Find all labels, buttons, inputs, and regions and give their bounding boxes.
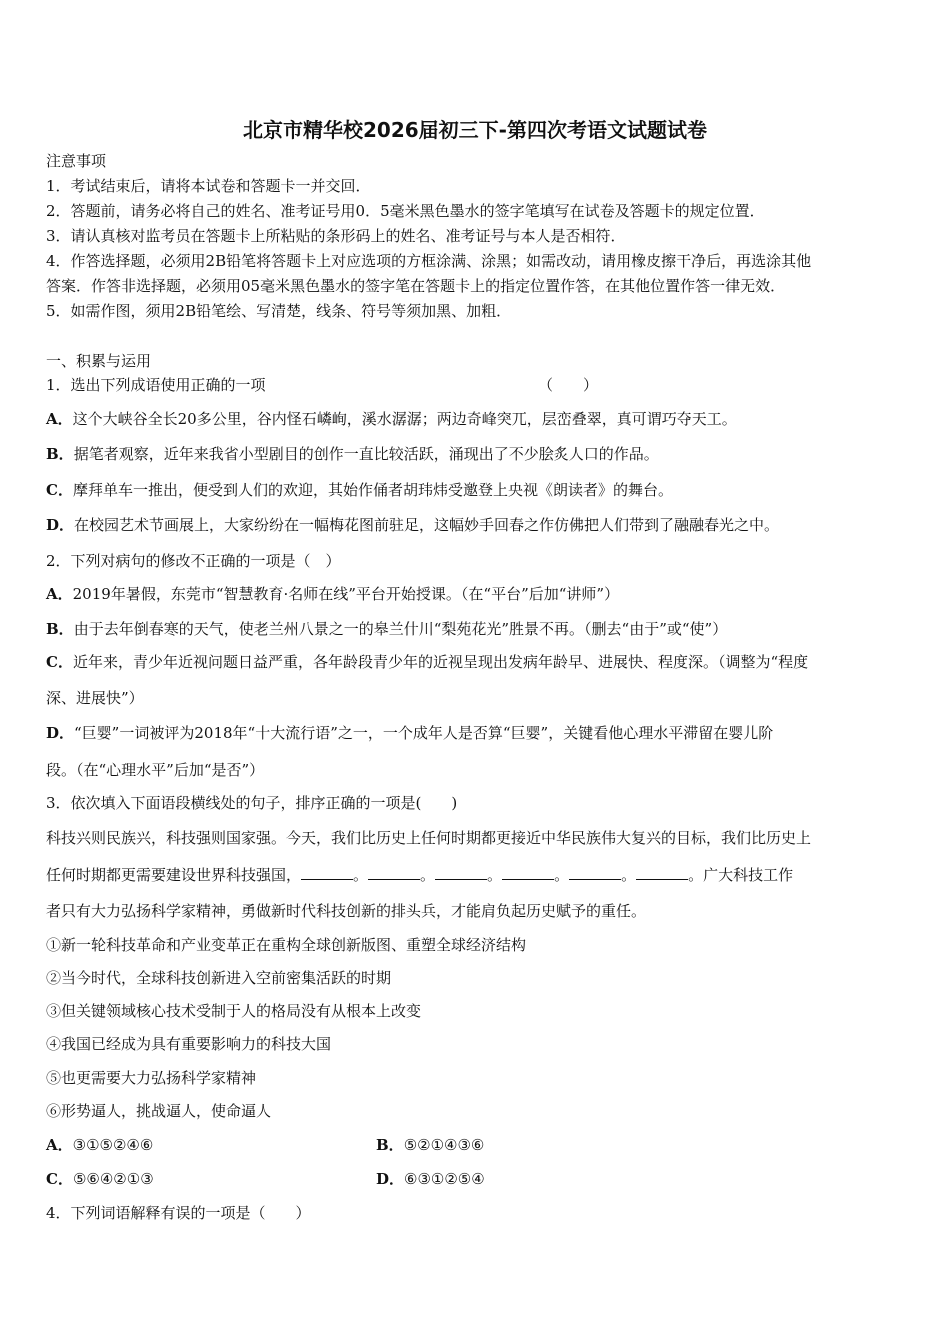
passage-line: 科技兴则民族兴，科技强则国家强。今天，我们比历史上任何时期都更接近中华民族伟大复兴的目标，我们比历史上 — [46, 829, 812, 847]
option-c — [46, 1169, 154, 1189]
option-d — [46, 515, 779, 535]
notice-item: 2．答题前，请务必将自己的姓名、准考证号用0．5毫米黑色墨水的签字笔填写在试卷及答题卡的规定位置． — [46, 202, 765, 220]
sentence-item: ⑤也更需要大力弘扬科学家精神 — [46, 1069, 257, 1087]
fill-blank — [301, 865, 353, 880]
option-text: “巨婴”一词被评为2018年“十大流行语”之一，一个成年人是否算“巨婴”，关键看他心理水平滞留在婴儿阶 — [74, 724, 774, 742]
notice-item: 1．考试结束后，请将本试卷和答题卡一并交回． — [46, 177, 371, 195]
option-label: D． — [376, 1170, 405, 1188]
option-text: 近年来，青少年近视问题日益严重，各年龄段青少年的近视呈现出发病年龄早、进展快、程度深。（调整为“程度 — [72, 653, 809, 671]
option-label: D． — [46, 724, 75, 742]
separator: 。 — [487, 866, 503, 884]
option-label: A． — [46, 585, 73, 603]
option-text: 这个大峡谷全长20多公里，谷内怪石嶙峋，溪水潺潺；两边奇峰突兀，层峦叠翠，真可谓巧夺天工。 — [72, 410, 737, 428]
passage-text: 任何时期都更需要建设世界科技强国， — [46, 866, 302, 884]
option-b — [46, 619, 727, 639]
sentence-item: ③但关键领域核心技术受制于人的格局没有从根本上改变 — [46, 1002, 422, 1020]
fill-blank — [569, 865, 621, 880]
option-text: 在校园艺术节画展上，大家纷纷在一幅梅花图前驻足，这幅妙手回春之作仿佛把人们带到了融融春光之中。 — [74, 516, 780, 534]
option-b — [376, 1135, 484, 1155]
option-d — [376, 1169, 485, 1189]
option-text: ⑤②①④③⑥ — [403, 1136, 485, 1154]
notice-item: 4．作答选择题，必须用2B铅笔将答题卡上对应选项的方框涂满、涂黑；如需改动，请用橡皮擦干净后，再选涂其他 — [46, 252, 812, 270]
passage-text: 广大科技工作 — [703, 866, 794, 884]
fill-blank — [636, 865, 688, 880]
section-heading: 一、积累与运用 — [46, 352, 152, 370]
option-a — [46, 584, 619, 604]
notice-heading: 注意事项 — [46, 152, 107, 170]
option-d-continued: 段。（在“心理水平”后加“是否”） — [46, 761, 265, 779]
notice-item: 3．请认真核对监考员在答题卡上所粘贴的条形码上的姓名、准考证号与本人是否相符． — [46, 227, 626, 245]
option-label: C． — [46, 653, 73, 671]
option-a — [46, 409, 737, 429]
sentence-item: ②当今时代，全球科技创新进入空前密集活跃的时期 — [46, 969, 392, 987]
separator: 。 — [554, 866, 570, 884]
sentence-item: ④我国已经成为具有重要影响力的科技大国 — [46, 1035, 332, 1053]
fill-blank — [502, 865, 554, 880]
option-label: C． — [46, 1170, 73, 1188]
option-b — [46, 444, 659, 464]
separator: 。 — [621, 866, 637, 884]
question-stem: 3．依次填入下面语段横线处的句子，排序正确的一项是( ) — [46, 794, 458, 812]
option-text: ⑤⑥④②①③ — [72, 1170, 154, 1188]
option-text: 2019年暑假，东莞市“智慧教育·名师在线”平台开始授课。（在“平台”后加“讲师”） — [72, 585, 620, 603]
page-title: 北京市精华校2026届初三下-第四次考语文试题试卷 — [243, 118, 707, 142]
option-text: 由于去年倒春寒的天气，使老兰州八景之一的皋兰什川“梨苑花光”胜景不再。（删去“由于”或“使”） — [73, 620, 728, 638]
option-label: A． — [46, 410, 73, 428]
question-stem — [46, 375, 599, 395]
separator: 。 — [688, 866, 704, 884]
option-c — [46, 480, 673, 500]
notice-item: 答案．作答非选择题，必须用05毫米黑色墨水的签字笔在答题卡上的指定位置作答，在其他位置作答一律无效． — [46, 277, 786, 295]
option-d — [46, 723, 773, 743]
option-label: A． — [46, 1136, 73, 1154]
option-text: ⑥③①②⑤④ — [404, 1170, 485, 1188]
separator: 。 — [420, 866, 436, 884]
option-c-continued: 深、进展快”） — [46, 689, 144, 707]
sentence-item: ⑥形势逼人，挑战逼人，使命逼人 — [46, 1102, 272, 1120]
option-c — [46, 652, 808, 672]
separator: 。 — [353, 866, 369, 884]
question-stem: 2．下列对病句的修改不正确的一项是（ ） — [46, 552, 341, 570]
passage-line: 者只有大力弘扬科学家精神，勇做新时代科技创新的排头兵，才能肩负起历史赋予的重任。 — [46, 902, 647, 920]
option-label: C． — [46, 481, 73, 499]
fill-blank — [435, 865, 487, 880]
passage-line — [46, 865, 793, 885]
option-text: 摩拜单车一推出，便受到人们的欢迎，其始作俑者胡玮炜受邀登上央视《朗读者》的舞台。 — [72, 481, 673, 499]
option-label: B． — [46, 620, 74, 638]
option-text: ③①⑤②④⑥ — [72, 1136, 154, 1154]
option-label: D． — [46, 516, 75, 534]
option-label: B． — [46, 445, 74, 463]
fill-blank — [368, 865, 420, 880]
answer-paren: （ ） — [538, 376, 599, 394]
notice-item: 5．如需作图，须用2B铅笔绘、写清楚，线条、符号等须加黑、加粗． — [46, 302, 512, 320]
question-4-stem: 4．下列词语解释有误的一项是（ ） — [46, 1204, 311, 1222]
stem-text: 1．选出下列成语使用正确的一项 — [46, 376, 266, 394]
option-a — [46, 1135, 153, 1155]
option-label: B． — [376, 1136, 404, 1154]
sentence-item: ①新一轮科技革命和产业变革正在重构全球创新版图、重塑全球经济结构 — [46, 936, 527, 954]
option-text: 据笔者观察，近年来我省小型剧目的创作一直比较活跃，涌现出了不少脍炙人口的作品。 — [73, 445, 659, 463]
